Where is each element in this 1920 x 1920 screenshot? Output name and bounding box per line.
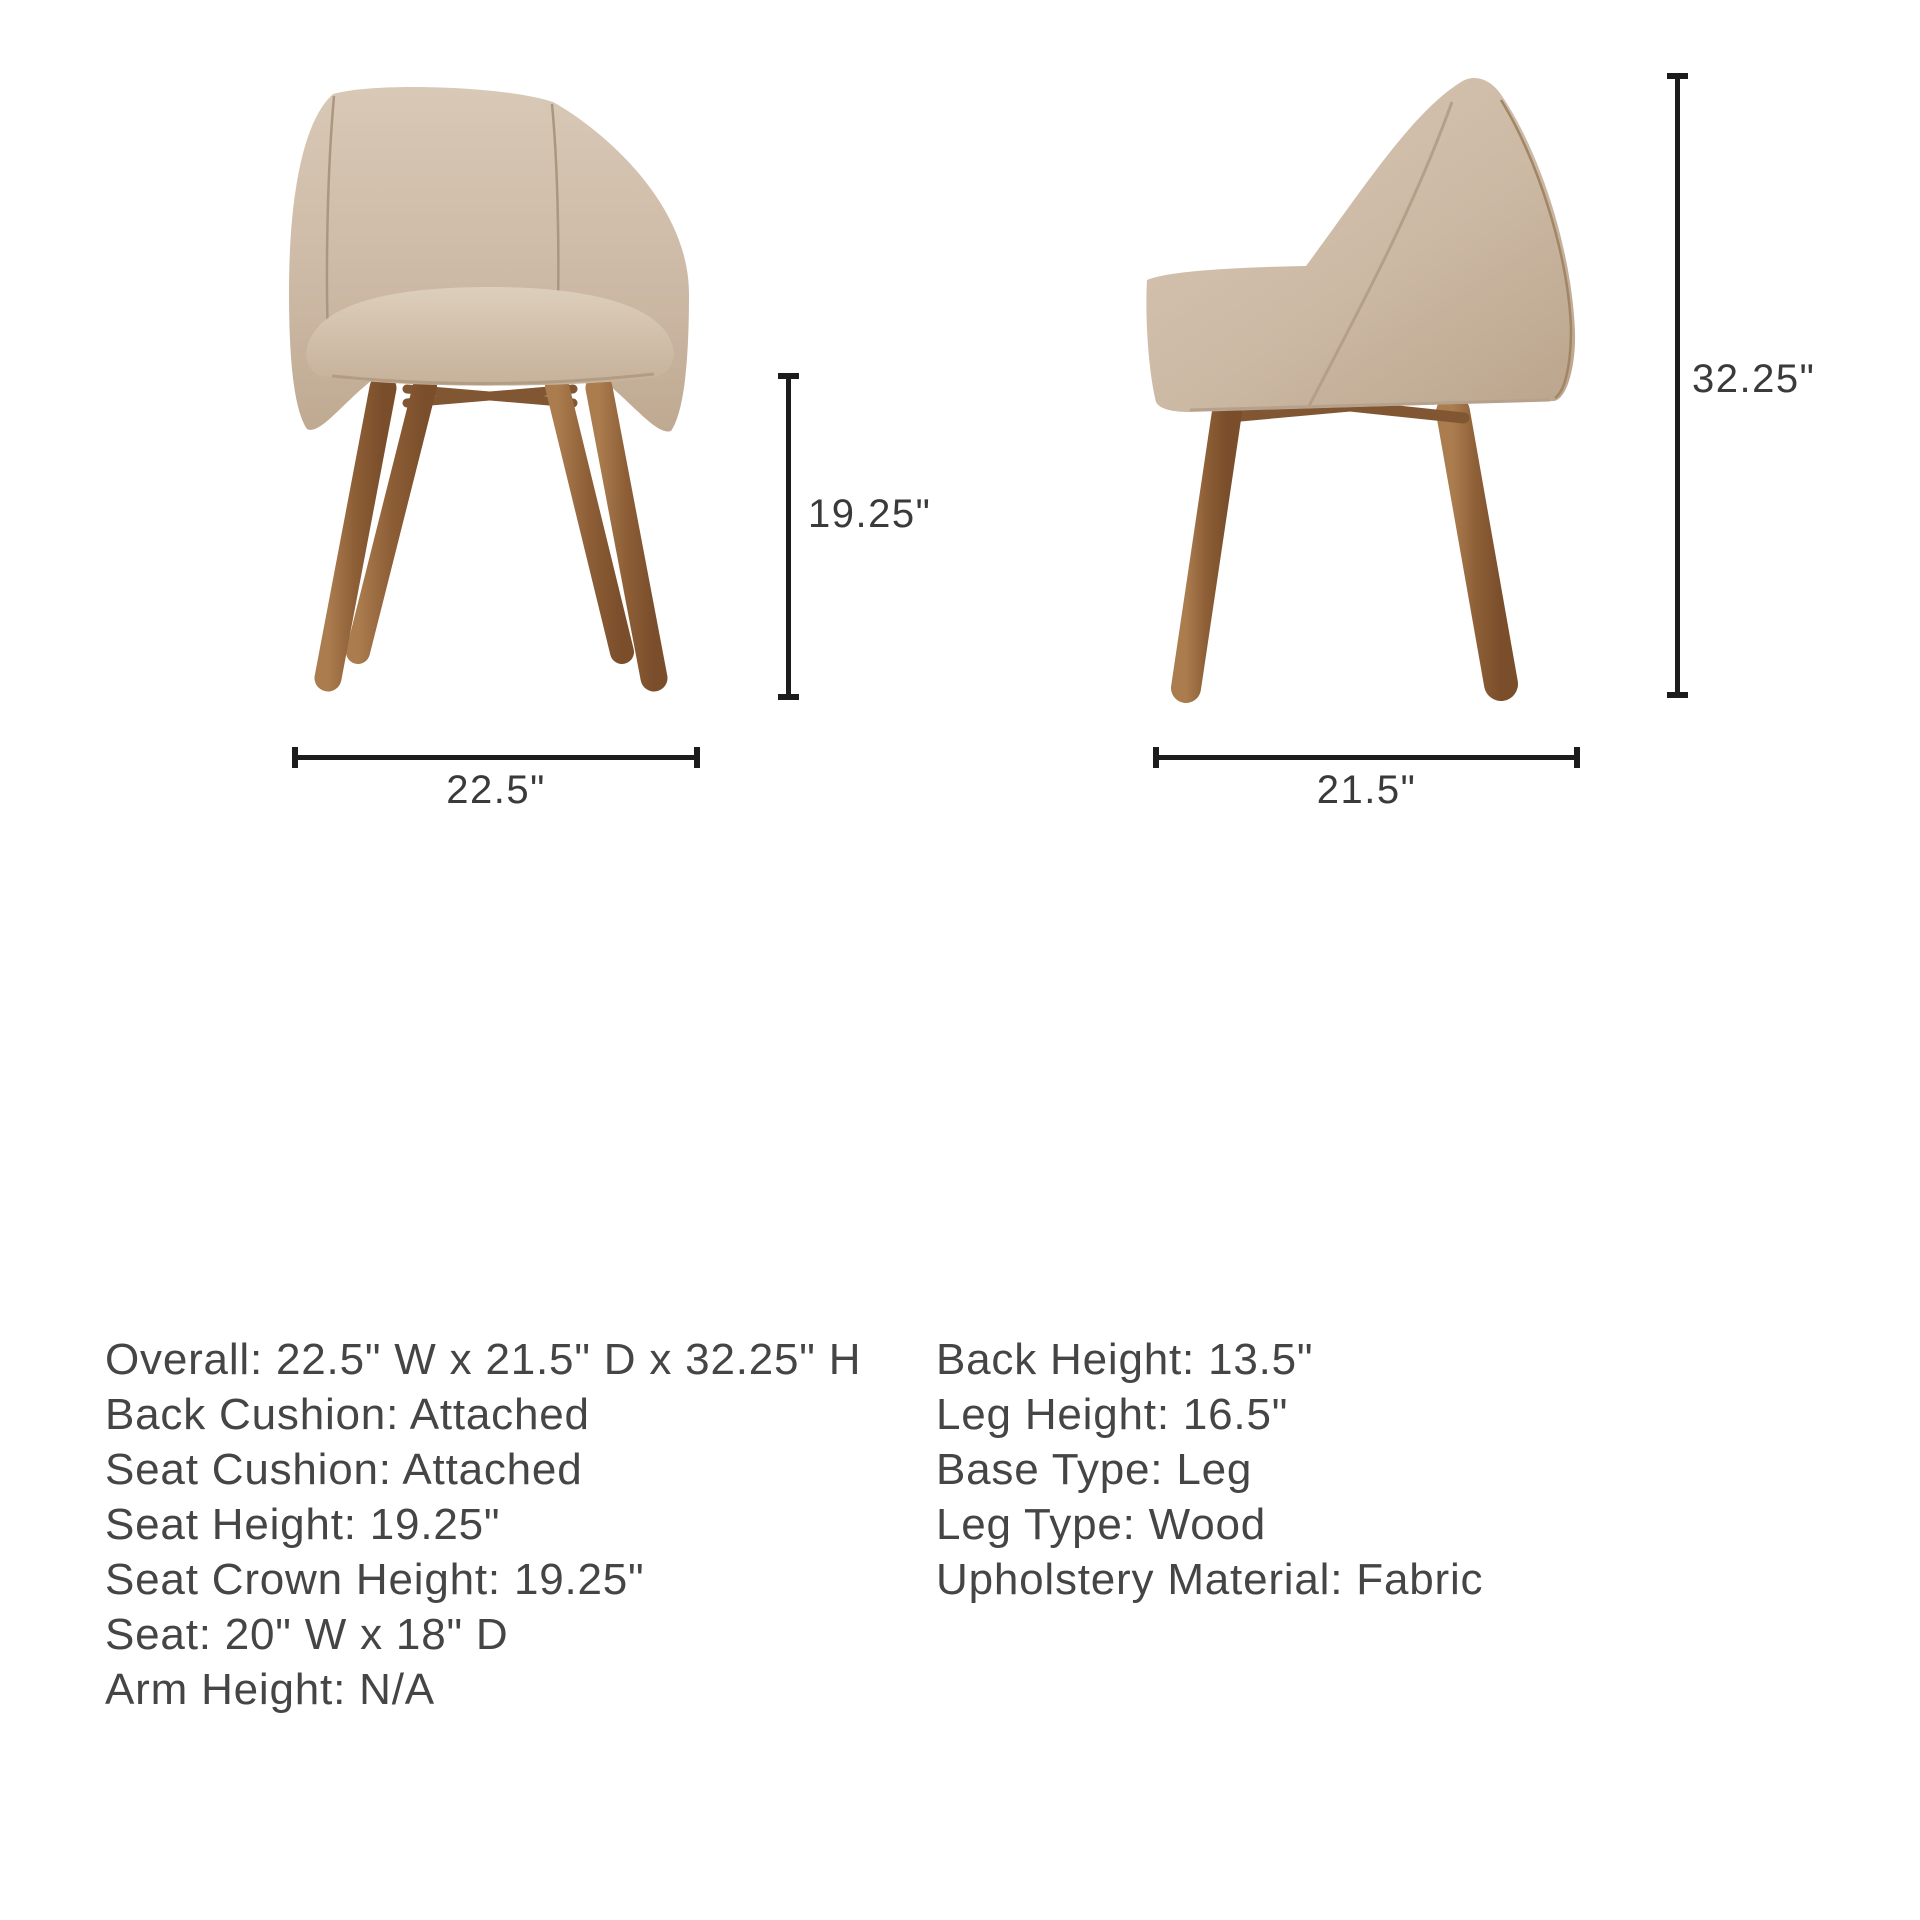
front-seat-height-label: 19.25" xyxy=(808,492,932,536)
front-legs xyxy=(328,386,654,678)
chair-side-illustration xyxy=(1130,70,1590,715)
side-depth-label: 21.5" xyxy=(1316,768,1417,812)
front-width-dimension-line xyxy=(292,755,700,760)
spec-line-overall: Overall: 22.5" W x 21.5" D x 32.25" H xyxy=(105,1335,862,1384)
spec-line-seat-crown: Seat Crown Height: 19.25" xyxy=(105,1555,645,1604)
chair-front-illustration xyxy=(270,80,710,700)
spec-line-seat-cushion: Seat Cushion: Attached xyxy=(105,1445,583,1494)
front-seat-height-dimension-line xyxy=(786,373,791,700)
spec-line-leg-type: Leg Type: Wood xyxy=(936,1500,1267,1549)
spec-column-right xyxy=(936,1332,1483,1607)
spec-line-leg-height: Leg Height: 16.5" xyxy=(936,1390,1289,1439)
spec-line-back-height: Back Height: 13.5" xyxy=(936,1335,1314,1384)
spec-line-back-cushion: Back Cushion: Attached xyxy=(105,1390,590,1439)
front-width-label: 22.5" xyxy=(446,768,546,812)
spec-line-upholstery: Upholstery Material: Fabric xyxy=(936,1555,1484,1604)
side-rear-leg xyxy=(1453,412,1501,684)
spec-column-left xyxy=(105,1332,861,1717)
spec-line-seat-height: Seat Height: 19.25" xyxy=(105,1500,501,1549)
spec-line-seat-size: Seat: 20" W x 18" D xyxy=(105,1610,509,1659)
spec-line-base-type: Base Type: Leg xyxy=(936,1445,1253,1494)
spec-line-arm-height: Arm Height: N/A xyxy=(105,1665,435,1714)
side-overall-height-label: 32.25" xyxy=(1692,357,1816,401)
side-body xyxy=(1146,78,1575,412)
side-front-leg xyxy=(1186,412,1227,688)
side-overall-height-dimension-line xyxy=(1675,73,1680,698)
side-depth-dimension-line xyxy=(1153,755,1580,760)
